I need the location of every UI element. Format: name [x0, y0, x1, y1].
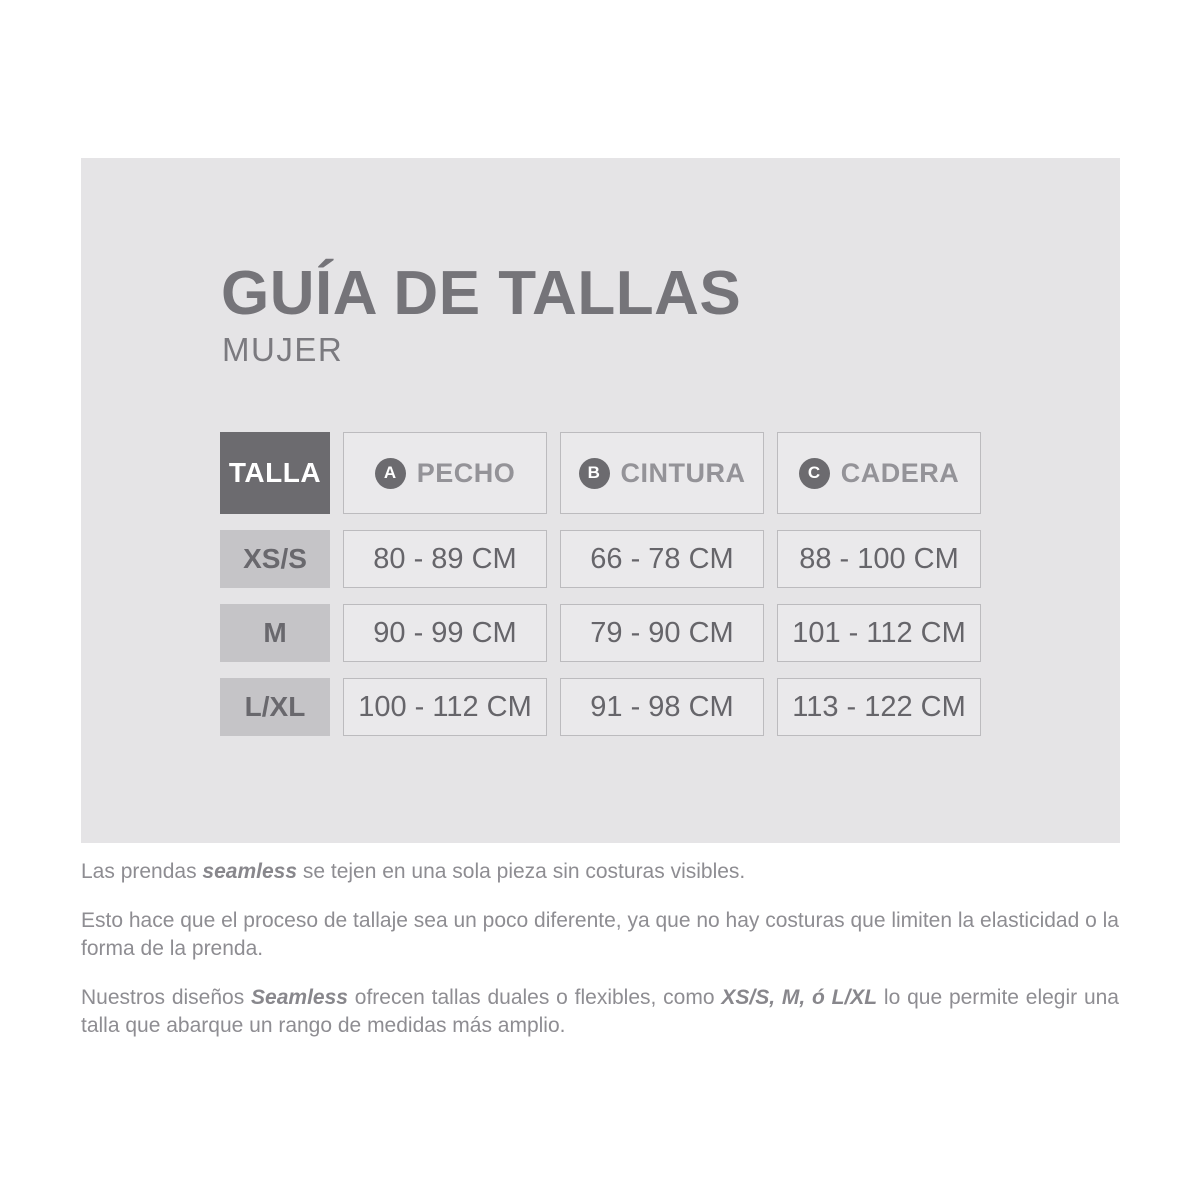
value-l-xl-waist: 91 - 98 CM: [560, 678, 764, 736]
size-label-xs-s: XS/S: [220, 530, 330, 588]
column-label-chest: PECHO: [416, 457, 516, 488]
note-text: se tejen en una sola pieza sin costuras visibles.: [297, 860, 746, 883]
value-l-xl-chest: 100 - 112 CM: [343, 678, 547, 736]
note-paragraph-3: [81, 984, 1119, 1040]
value-xs-s-hip: 88 - 100 CM: [777, 530, 981, 588]
note-text: Las prendas: [81, 860, 203, 883]
table-header-waist: [560, 432, 764, 514]
note-text: lo que permite elegir una talla que abarque un rango de medidas más amplio.: [81, 986, 1119, 1037]
size-label-m: M: [220, 604, 330, 662]
size-guide-panel: [81, 158, 1120, 843]
badge-a-icon: A: [375, 458, 406, 489]
note-paragraph-2: [81, 907, 1119, 963]
value-l-xl-hip: 113 - 122 CM: [777, 678, 981, 736]
column-label-waist: CINTURA: [620, 457, 746, 488]
table-header-size: TALLA: [220, 432, 330, 514]
page-title: GUÍA DE TALLAS: [221, 259, 742, 328]
note-emphasis: seamless: [202, 860, 298, 883]
size-label-l-xl: L/XL: [220, 678, 330, 736]
value-m-chest: 90 - 99 CM: [343, 604, 547, 662]
value-m-hip: 101 - 112 CM: [777, 604, 981, 662]
value-m-waist: 79 - 90 CM: [560, 604, 764, 662]
note-text: Nuestros diseños: [81, 986, 252, 1009]
table-header-chest: [343, 432, 547, 514]
table-header-hip: [777, 432, 981, 514]
column-label-hip: CADERA: [840, 457, 960, 488]
badge-c-icon: C: [799, 458, 830, 489]
note-emphasis: XS/S, M, ó L/XL: [721, 986, 878, 1009]
notes-section: [81, 858, 1119, 1061]
note-text: Esto hace que el proceso de tallaje sea un poco diferente, ya que no hay costuras que limiten la elasticidad o la forma de la prenda.: [81, 909, 1119, 960]
size-table: [220, 432, 981, 736]
note-paragraph-1: [81, 858, 1119, 886]
page-subtitle: MUJER: [222, 331, 344, 368]
value-xs-s-chest: 80 - 89 CM: [343, 530, 547, 588]
note-text: ofrecen tallas duales o flexibles, como: [347, 986, 722, 1009]
note-emphasis: Seamless: [251, 986, 348, 1009]
value-xs-s-waist: 66 - 78 CM: [560, 530, 764, 588]
badge-b-icon: B: [579, 458, 610, 489]
